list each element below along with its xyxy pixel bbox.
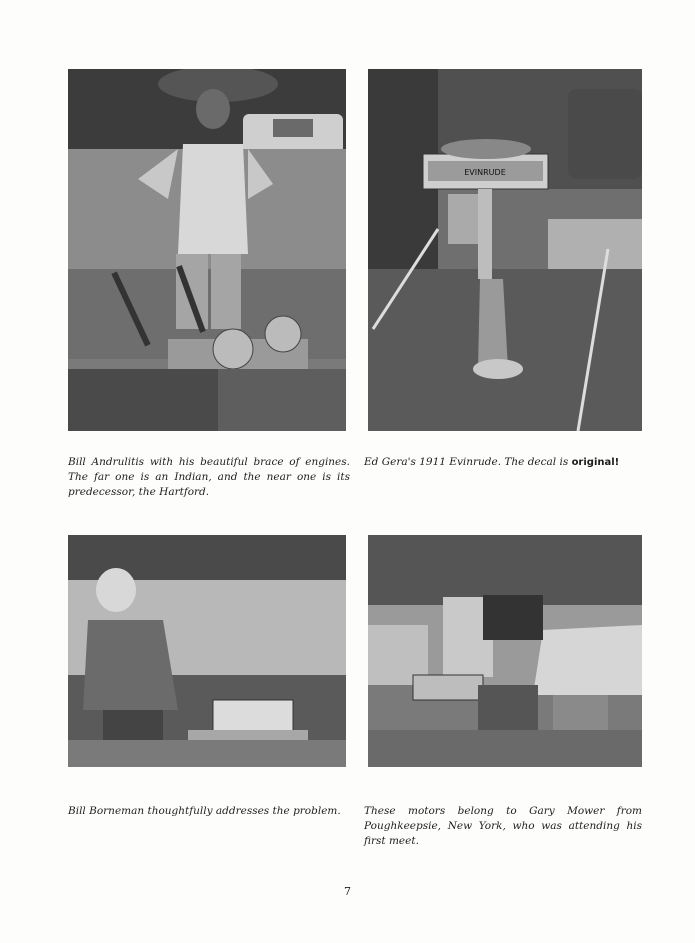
motor-decal: EVINRUDE (464, 168, 506, 177)
photo-mower-image (368, 535, 642, 767)
photo-mower (368, 535, 642, 767)
photo-borneman-image (68, 535, 346, 767)
photo-andrulitis (68, 69, 346, 431)
caption-andrulitis: Bill Andrulitis with his beautiful brace of engines. The far one is an Indian, and the near one is its predecessor, the Hartford. (68, 456, 350, 498)
caption-borneman: Bill Borneman thoughtfully addresses the problem. (68, 805, 341, 817)
caption-gera (364, 455, 654, 470)
caption-mower: These motors belong to Gary Mower from Poughkeepsie, New York, who was attending his first meet. (364, 805, 642, 847)
photo-andrulitis-image (68, 69, 346, 431)
caption-gera-main: Ed Gera's 1911 Evinrude. The decal is (364, 456, 572, 468)
page-number: 7 (344, 885, 351, 898)
photo-borneman (68, 535, 346, 767)
caption-gera-emphasis: original! (571, 457, 620, 468)
photo-gera-evinrude (368, 69, 642, 431)
photo-gera-image (368, 69, 642, 431)
